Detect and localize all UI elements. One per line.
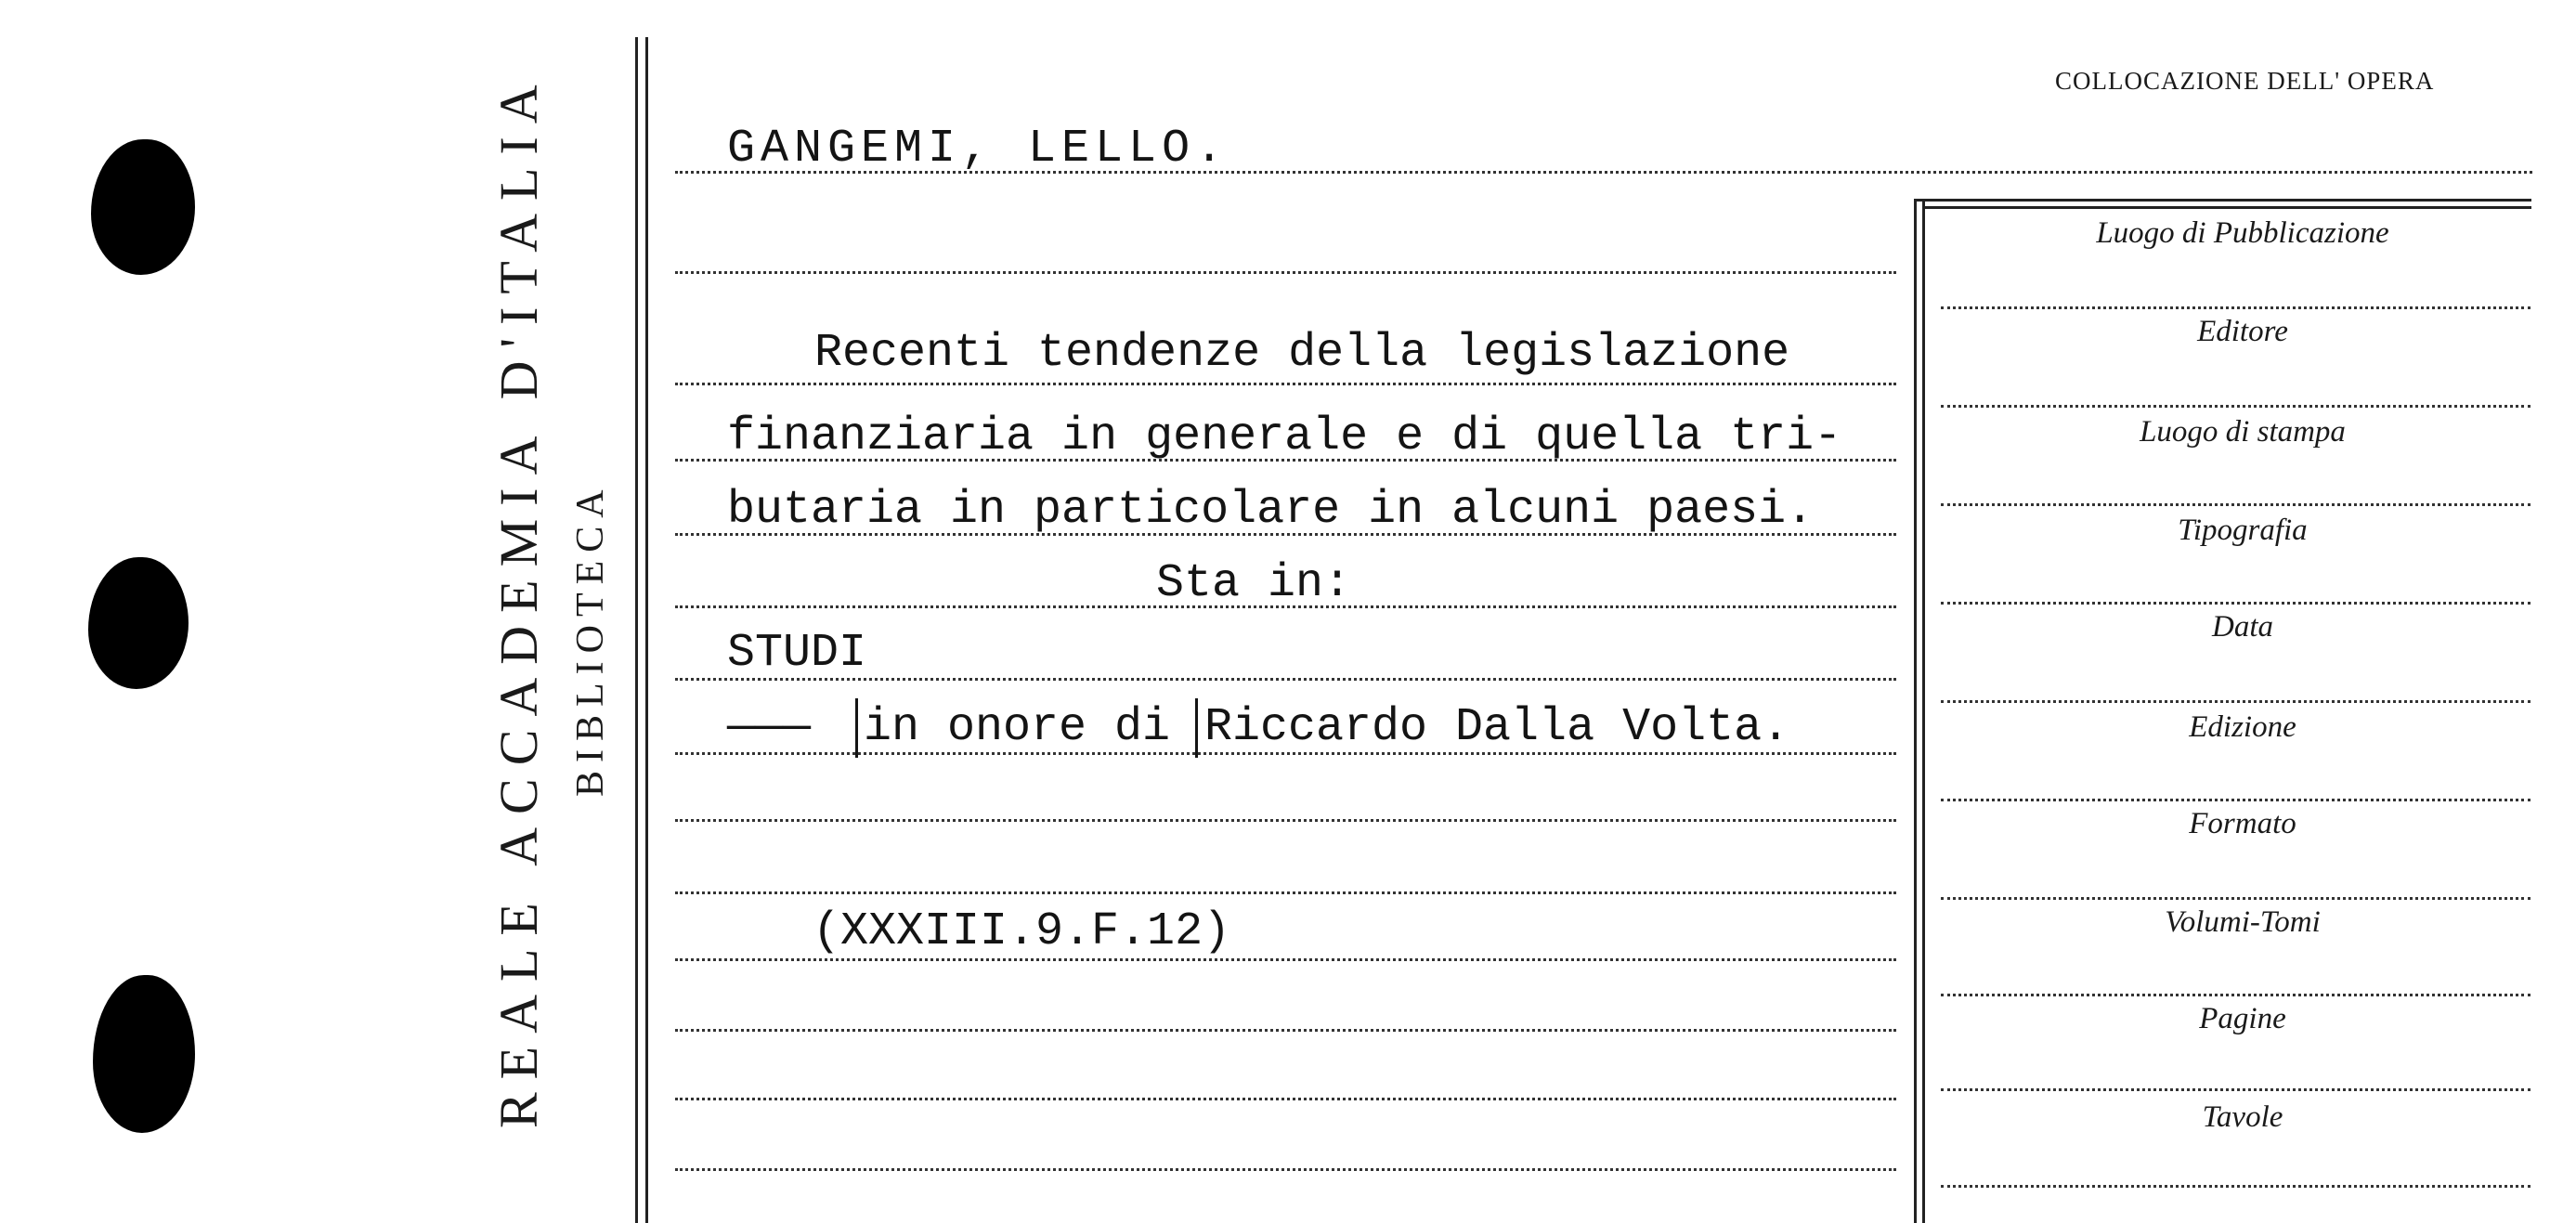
contained-in-label: Sta in: — [1156, 557, 1352, 610]
left-border-rule-inner — [645, 37, 648, 1223]
field-volumi-tomi: Volumi-Tomi — [2165, 905, 2321, 939]
form-line-8 — [1941, 994, 2530, 996]
field-pagine: Pagine — [2199, 1002, 2286, 1035]
field-tipografia: Tipografia — [2178, 514, 2308, 547]
field-data: Data — [2212, 610, 2273, 644]
series-person: Riccardo Dalla Volta. — [1204, 701, 1790, 754]
right-panel-border — [1914, 199, 1917, 1223]
form-line-9 — [1941, 1088, 2530, 1091]
field-luogo-stampa: Luogo di stampa — [2140, 415, 2346, 449]
form-line-2 — [1941, 405, 2530, 408]
side-title: REALE ACCADEMIA D'ITALIA — [488, 72, 549, 1128]
line-9 — [675, 819, 1896, 822]
title-line-3: butaria in particolare in alcuni paesi. — [727, 484, 1815, 537]
divider-bar-1 — [855, 698, 858, 758]
line-14 — [675, 1168, 1896, 1171]
line-2 — [675, 271, 1896, 274]
line-3 — [675, 383, 1896, 385]
right-panel-top-rule-inner — [1922, 206, 2531, 209]
form-line-4 — [1941, 602, 2530, 605]
punch-hole-middle — [88, 557, 189, 689]
author-name: GANGEMI, LELLO. — [727, 123, 1229, 176]
left-border-rule — [635, 37, 638, 1223]
form-line-5 — [1941, 700, 2530, 703]
form-line-1 — [1941, 306, 2530, 309]
line-12 — [675, 1029, 1896, 1032]
form-line-7 — [1941, 897, 2530, 900]
side-subtitle: BIBLIOTECA — [569, 481, 612, 797]
series-title: STUDI — [727, 627, 867, 680]
form-line-6 — [1941, 799, 2530, 801]
call-number: (XXXIII.9.F.12) — [813, 905, 1231, 958]
right-panel-top-rule — [1914, 199, 2531, 202]
punch-hole-bottom — [93, 975, 195, 1133]
form-line-10 — [1941, 1185, 2530, 1188]
location-header-label: COLLOCAZIONE DELL' OPERA — [2055, 67, 2435, 95]
field-edizione: Edizione — [2189, 710, 2296, 744]
line-11 — [675, 958, 1896, 961]
title-line-1: Recenti tendenze della legislazione — [814, 327, 1790, 380]
series-dash: ——— — [727, 701, 812, 754]
line-10 — [675, 891, 1896, 894]
right-panel-border-inner — [1922, 199, 1925, 1223]
line-13 — [675, 1098, 1896, 1100]
punch-hole-top — [91, 139, 195, 275]
divider-bar-2 — [1195, 698, 1198, 758]
field-luogo-pubblicazione: Luogo di Pubblicazione — [2096, 216, 2389, 250]
series-subtitle: in onore di — [864, 701, 1171, 754]
field-formato: Formato — [2189, 807, 2296, 840]
title-line-2: finanziaria in generale e di quella tri- — [727, 410, 1842, 463]
form-line-3 — [1941, 503, 2530, 506]
field-tavole: Tavole — [2202, 1100, 2283, 1134]
field-editore: Editore — [2197, 315, 2288, 348]
